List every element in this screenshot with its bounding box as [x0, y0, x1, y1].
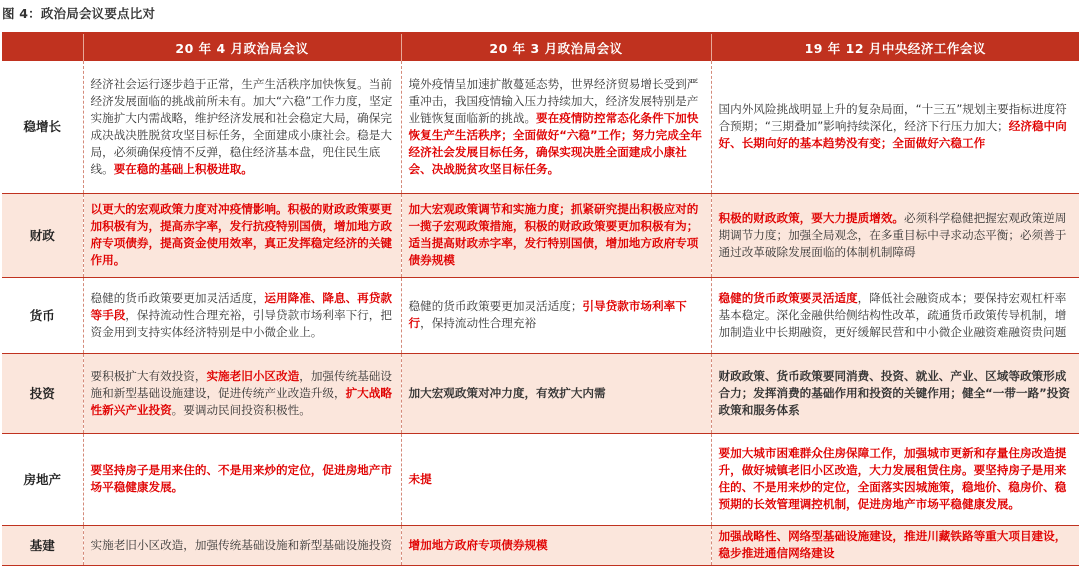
highlight-text: 实施老旧小区改造 — [206, 368, 300, 383]
body-text: ，保持流动性合理充裕，引导贷款市场利率下行，把资金用到支持实体经济特别是中小微企业上。 — [90, 307, 392, 339]
cell-mar-2020 — [401, 433, 711, 525]
highlight-text: 扩大战略性新兴产业投资 — [90, 385, 392, 417]
table-row — [2, 353, 1079, 433]
cell-dec-2019 — [711, 433, 1079, 525]
highlight-text: 稳健的货币政策要灵活适度 — [718, 290, 858, 305]
body-text: 国内外风险挑战明显上升的复杂局面，“十三五”规划主要指标进度符合预期；“三期叠加”影响持续深化，经济下行压力加大； — [718, 102, 1067, 134]
cell-dec-2019 — [711, 61, 1079, 193]
row-label: 货币 — [2, 277, 83, 353]
table-row — [2, 277, 1079, 353]
body-text: 加大宏观政策对冲力度，有效扩大内需 — [408, 385, 606, 400]
body-text: 实施老旧小区改造，加强传统基础设施和新型基础设施投资 — [90, 537, 392, 552]
body-text: ，加强传统基础设施和新型基础设施建设，促进传统产业改造升级， — [90, 368, 392, 400]
highlight-text: 积极的财政政策，要大力提质增效。 — [718, 210, 905, 225]
highlight-text: 增加地方政府专项债券规模 — [408, 537, 548, 552]
cell-dec-2019 — [711, 193, 1079, 277]
body-text: 稳健的货币政策要更加灵活适度； — [408, 299, 583, 313]
table-row — [2, 525, 1079, 565]
row-label: 房地产 — [2, 433, 83, 525]
table-row — [2, 61, 1079, 193]
cell-mar-2020 — [401, 277, 711, 353]
highlight-text: 要加大城市困难群众住房保障工作，加强城市更新和存量住房改造提升，做好城镇老旧小区改造，大力发展租赁住房。要坚持房子是用来住的、不是用来炒的定位，全面落实因城施策，稳地价、稳房价、稳预期的长效管理调控机制，促进房地产市场平稳健康发展。 — [718, 446, 1067, 511]
highlight-text: 运用降准、降息、再贷款等手段 — [90, 290, 392, 322]
highlight-text: 要在疫情防控常态化条件下加快恢复生产生活秩序；全面做好“六稳”工作；努力完成全年经济社会发展目标任务，确保实现决胜全面建成小康社会、决战脱贫攻坚目标任务。 — [408, 110, 702, 176]
body-text: 要积极扩大有效投资， — [90, 368, 207, 383]
cell-apr-2020 — [83, 525, 401, 565]
table-header-row — [2, 34, 1079, 61]
highlight-text: 未提 — [408, 471, 432, 486]
body-text: 稳健的货币政策要更加灵活适度， — [90, 290, 265, 305]
cell-apr-2020 — [83, 61, 401, 193]
body-text: ，降低社会融资成本；要保持宏观杠杆率基本稳定。深化金融供给侧结构性改革，疏通货币政策传导机制，增加制造业中长期融资，更好缓解民营和中小微企业融资难融资贵问题 — [718, 290, 1067, 339]
row-label: 投资 — [2, 353, 83, 433]
cell-apr-2020 — [83, 277, 401, 353]
cell-mar-2020 — [401, 61, 711, 193]
cell-apr-2020 — [83, 353, 401, 433]
cell-mar-2020 — [401, 353, 711, 433]
figure-title: 图 4：政治局会议要点比对 — [2, 6, 156, 21]
header-corner — [2, 34, 83, 61]
cell-apr-2020 — [83, 433, 401, 525]
header-mar-2020: 20 年 3 月政治局会议 — [401, 34, 711, 61]
cell-mar-2020 — [401, 193, 711, 277]
header-dec-2019: 19 年 12 月中央经济工作会议 — [711, 34, 1079, 61]
highlight-text: 要在稳的基础上积极进取。 — [113, 161, 253, 176]
highlight-text: 以更大的宏观政策力度对冲疫情影响。积极的财政政策要更加积极有为，提高赤字率，发行抗疫特别国债，增加地方政府专项债券，提高资金使用效率，真正发挥稳定经济的关键作用。 — [90, 202, 392, 267]
comparison-table — [2, 34, 1079, 566]
row-label: 基建 — [2, 525, 83, 565]
body-text: 必须科学稳健把握宏观政策逆周期调节力度；加强全局观念，在多重目标中寻求动态平衡；必须善于通过改革破除发展面临的体制机制障碍 — [718, 210, 1067, 259]
cell-mar-2020 — [401, 525, 711, 565]
body-text: 经济社会运行逐步趋于正常，生产生活秩序加快恢复。当前经济发展面临的挑战前所未有。加大“六稳”工作力度，坚定实施扩大内需战略，维护经济发展和社会稳定大局，确保完成决战决胜脱贫攻坚目标任务，全面建成小康社会。稳是大局，必须确保疫情不反弹，稳住经济基本盘，兜住民生底线。 — [90, 76, 393, 176]
highlight-text: 要坚持房子是用来住的、不是用来炒的定位，促进房地产市场平稳健康发展。 — [90, 463, 392, 494]
highlight-text: 引导贷款市场利率下行 — [408, 299, 687, 330]
cell-apr-2020 — [83, 193, 401, 277]
highlight-text: 经济稳中向好、长期向好的基本趋势没有变；全面做好六稳工作 — [718, 119, 1067, 151]
body-text: ，保持流动性合理充裕 — [420, 316, 537, 330]
cell-dec-2019 — [711, 353, 1079, 433]
highlight-text: 加大宏观政策调节和实施力度；抓紧研究提出积极应对的一揽子宏观政策措施，积极的财政政策要更加积极有为；适当提高财政赤字率，发行特别国债，增加地方政府专项债券规模 — [408, 202, 699, 267]
row-label: 财政 — [2, 193, 83, 277]
table-row — [2, 193, 1079, 277]
body-text: 境外疫情呈加速扩散蔓延态势，世界经济贸易增长受到严重冲击，我国疫情输入压力持续加大，经济发展特别是产业链恢复面临新的挑战。 — [408, 76, 699, 125]
cell-dec-2019 — [711, 277, 1079, 353]
body-text: 。要调动民间投资积极性。 — [171, 402, 311, 417]
row-label: 稳增长 — [2, 61, 83, 193]
body-text: 财政政策、货币政策要同消费、投资、就业、产业、区域等政策形成合力；发挥消费的基础作用和投资的关键作用；健全“一带一路”投资政策和服务体系 — [718, 368, 1070, 417]
cell-dec-2019 — [711, 525, 1079, 565]
highlight-text: 加强战略性、网络型基础设施建设，推进川藏铁路等重大项目建设，稳步推进通信网络建设 — [718, 529, 1067, 560]
header-apr-2020: 20 年 4 月政治局会议 — [83, 34, 401, 61]
table-row — [2, 433, 1079, 525]
